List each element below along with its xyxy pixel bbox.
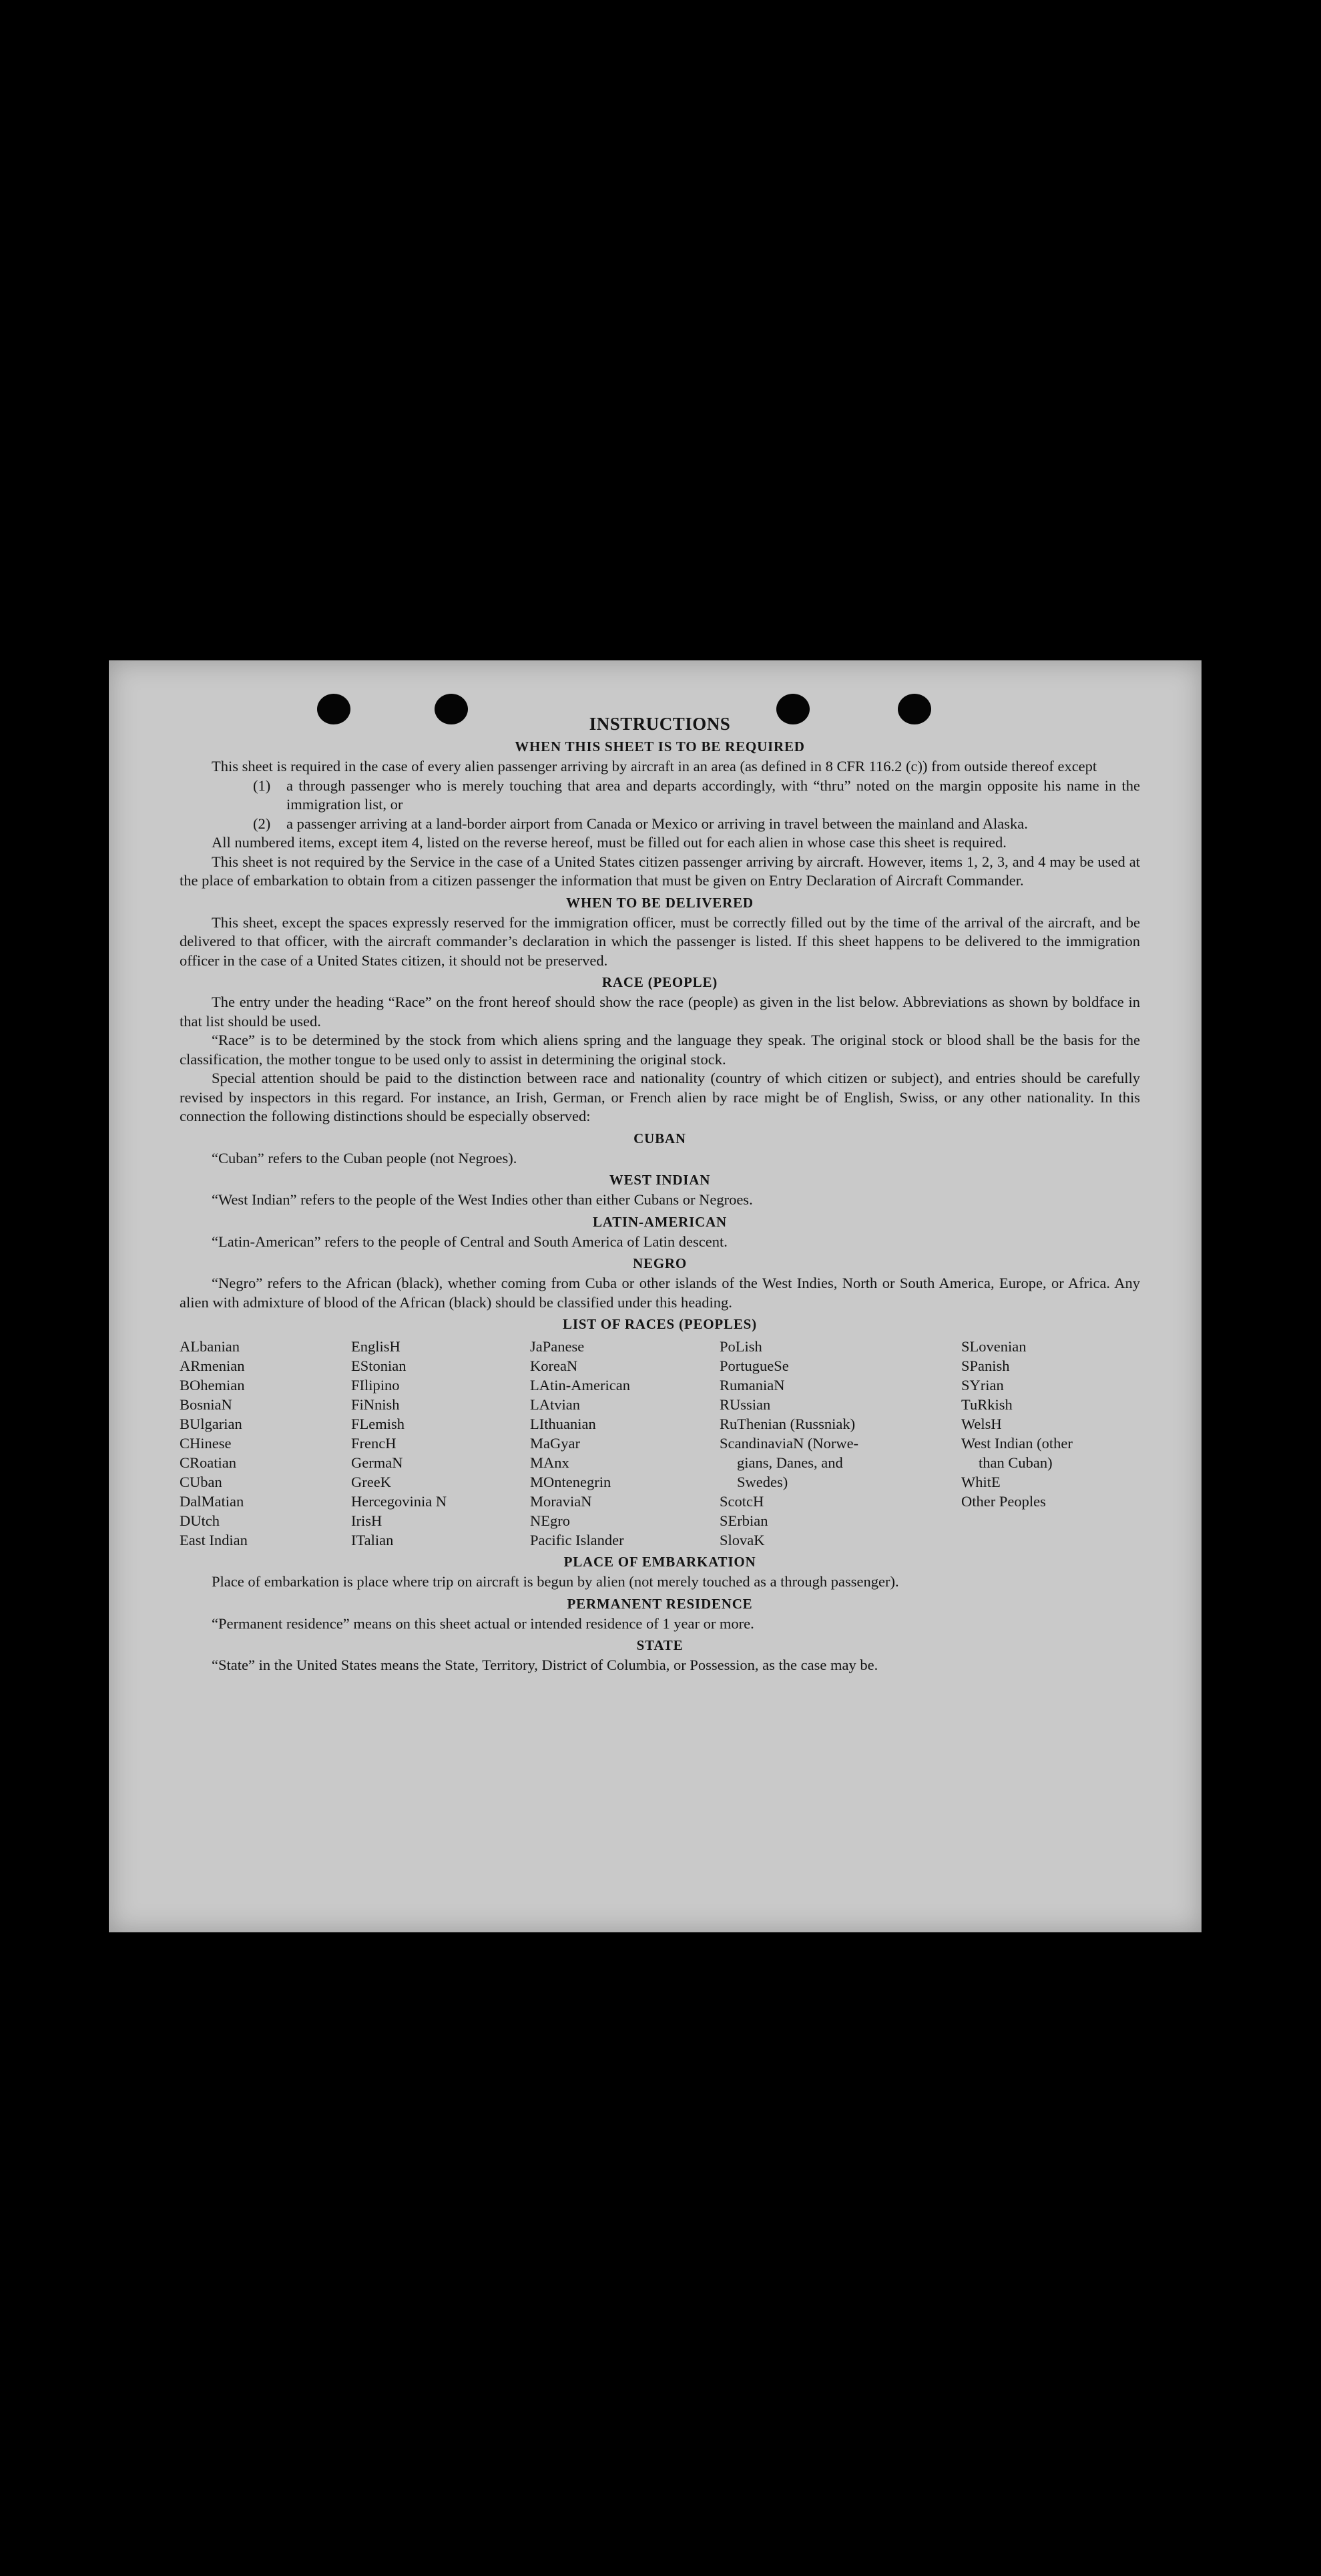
numbered-item <box>180 815 1140 834</box>
race-entry: ScotcH <box>720 1493 764 1510</box>
race-list <box>180 1337 1140 1550</box>
race-entry: East Indian <box>180 1532 248 1548</box>
race-entry: RUssian <box>720 1396 771 1413</box>
punch-hole <box>435 694 468 724</box>
race-entry: IrisH <box>351 1512 382 1529</box>
race-entry: ARmenian <box>180 1357 245 1374</box>
race-entry: MAnx <box>530 1454 569 1471</box>
section-heading-west-indian: WEST INDIAN <box>609 1172 711 1188</box>
race-entry: West Indian (other <box>961 1435 1073 1452</box>
race-entry: PoLish <box>720 1338 762 1355</box>
paragraph: This sheet is not required by the Service in the case of a United States citizen passenger arriving by aircraft. However, items 1, 2, 3, and 4 may be used at the place of embarkation to obtain from a citizen passenger the information that must be given on Entry Declaration of Aircraft Commander. <box>180 853 1140 889</box>
race-entry-continuation: gians, Danes, and <box>737 1454 843 1471</box>
race-entry: NEgro <box>530 1512 570 1529</box>
punch-hole <box>776 694 810 724</box>
item-number: (2) <box>253 815 271 832</box>
race-entry: FIlipino <box>351 1377 400 1393</box>
instruction-sheet <box>109 660 1202 1932</box>
section-heading-list-of-races: LIST OF RACES (PEOPLES) <box>563 1316 757 1332</box>
paragraph: “Race” is to be determined by the stock from which aliens spring and the language they speak. The original stock or blood shall be the basis for the classification, the mother tongue to be used only to assist in determining the original stock. <box>180 1032 1140 1068</box>
race-entry: WhitE <box>961 1474 1001 1490</box>
race-entry: MOntenegrin <box>530 1474 611 1490</box>
race-entry: SYrian <box>961 1377 1004 1393</box>
race-entry: EnglisH <box>351 1338 401 1355</box>
race-entry: GreeK <box>351 1474 391 1490</box>
section-heading-permanent-residence: PERMANENT RESIDENCE <box>567 1595 753 1612</box>
item-text: a through passenger who is merely touching that area and departs accordingly, with “thru” noted on the margin opposite his name in the immigration list, or <box>286 777 1140 813</box>
race-entry: GermaN <box>351 1454 403 1471</box>
paragraph: “Latin-American” refers to the people of Central and South America of Latin descent. <box>212 1233 728 1250</box>
race-entry: ALbanian <box>180 1338 240 1355</box>
race-entry: WelsH <box>961 1416 1002 1432</box>
section-heading-cuban: CUBAN <box>633 1130 686 1146</box>
item-number: (1) <box>253 777 271 794</box>
section-heading-embarkation: PLACE OF EMBARKATION <box>563 1554 756 1570</box>
race-column <box>720 1337 961 1550</box>
punch-hole <box>317 694 350 724</box>
race-entry: LIthuanian <box>530 1416 596 1432</box>
race-entry: PortugueSe <box>720 1357 789 1374</box>
race-entry: CHinese <box>180 1435 232 1452</box>
race-entry: RumaniaN <box>720 1377 785 1393</box>
race-entry: RuThenian (Russniak) <box>720 1416 856 1432</box>
race-entry: BUlgarian <box>180 1416 242 1432</box>
section-heading-when-delivered: WHEN TO BE DELIVERED <box>566 894 754 911</box>
race-entry: MaGyar <box>530 1435 580 1452</box>
race-entry: SPanish <box>961 1357 1010 1374</box>
paragraph: “Cuban” refers to the Cuban people (not Negroes). <box>212 1149 517 1166</box>
race-entry: SlovaK <box>720 1532 765 1548</box>
punch-hole <box>898 694 931 724</box>
paragraph: This sheet, except the spaces expressly reserved for the immigration officer, must be correctly filled out by the time of the arrival of the aircraft, and be delivered to that officer, with the aircraft commander’s declaration in which the passenger is listed. If this sheet happens to be delivered to the immigration officer in the case of a United States citizen, it should not be preserved. <box>180 913 1140 969</box>
race-entry-continuation: than Cuban) <box>979 1454 1053 1471</box>
race-entry: DUtch <box>180 1512 220 1529</box>
paragraph: Place of embarkation is place where trip on aircraft is begun by alien (not merely touched as a through passenger). <box>212 1573 899 1590</box>
race-entry: CRoatian <box>180 1454 236 1471</box>
race-column <box>180 1337 351 1550</box>
race-entry: Hercegovinia N <box>351 1493 447 1510</box>
race-entry: JaPanese <box>530 1338 585 1355</box>
race-entry: FLemish <box>351 1416 405 1432</box>
paragraph: This sheet is required in the case of every alien passenger arriving by aircraft in an area (as defined in 8 CFR 116.2 (c)) from outside thereof except <box>212 758 1097 775</box>
race-entry: SLovenian <box>961 1338 1027 1355</box>
race-entry: Other Peoples <box>961 1493 1046 1510</box>
race-entry: SErbian <box>720 1512 768 1529</box>
section-heading-race: RACE (PEOPLE) <box>601 974 718 990</box>
section-heading-latin-american: LATIN-AMERICAN <box>593 1213 727 1230</box>
race-column <box>351 1337 530 1550</box>
paragraph: “Permanent residence” means on this sheet actual or intended residence of 1 year or more. <box>212 1615 754 1632</box>
race-entry: MoraviaN <box>530 1493 592 1510</box>
section-heading-when-required: WHEN THIS SHEET IS TO BE REQUIRED <box>515 738 805 755</box>
paragraph: “West Indian” refers to the people of the West Indies other than either Cubans or Negroes. <box>212 1191 753 1208</box>
race-entry: EStonian <box>351 1357 407 1374</box>
page-title: INSTRUCTIONS <box>589 714 731 734</box>
race-entry: FrencH <box>351 1435 397 1452</box>
section-heading-negro: NEGRO <box>632 1255 687 1271</box>
race-entry: BOhemian <box>180 1377 245 1393</box>
paragraph: All numbered items, except item 4, listed on the reverse hereof, must be filled out for each alien in whose case this sheet is required. <box>212 834 1007 851</box>
numbered-item <box>180 777 1140 815</box>
race-entry: DalMatian <box>180 1493 244 1510</box>
section-heading-state: STATE <box>636 1637 684 1653</box>
paragraph: Special attention should be paid to the distinction between race and nationality (country of which citizen or subject), and entries should be carefully revised by inspectors in this regard. For instance, an Irish, German, or French alien by race might be of English, Swiss, or any other nationality. In this connection the following distinctions should be especially observed: <box>180 1070 1140 1124</box>
paragraph: The entry under the heading “Race” on the front hereof should show the race (people) as given in the list below. Abbreviations as shown by boldface in that list should be used. <box>180 994 1140 1030</box>
race-entry-continuation: Swedes) <box>737 1474 788 1490</box>
paragraph: “Negro” refers to the African (black), whether coming from Cuba or other islands of the West Indies, North or South America, Europe, or Africa. Any alien with admixture of blood of the African (black) should be classified under this heading. <box>180 1275 1140 1311</box>
paragraph: “State” in the United States means the State, Territory, District of Columbia, or Possession, as the case may be. <box>212 1657 878 1673</box>
race-column <box>530 1337 720 1550</box>
race-entry: ITalian <box>351 1532 394 1548</box>
item-text: a passenger arriving at a land-border airport from Canada or Mexico or arriving in travel between the mainland and Alaska. <box>286 815 1028 832</box>
race-entry: ScandinaviaN (Norwe- <box>720 1435 859 1452</box>
race-entry: BosniaN <box>180 1396 232 1413</box>
race-entry: FiNnish <box>351 1396 400 1413</box>
race-entry: TuRkish <box>961 1396 1013 1413</box>
race-entry: LAtin-American <box>530 1377 630 1393</box>
race-column <box>961 1337 1128 1550</box>
race-entry: KoreaN <box>530 1357 578 1374</box>
race-entry: LAtvian <box>530 1396 580 1413</box>
race-entry: Pacific Islander <box>530 1532 624 1548</box>
race-entry: CUban <box>180 1474 222 1490</box>
